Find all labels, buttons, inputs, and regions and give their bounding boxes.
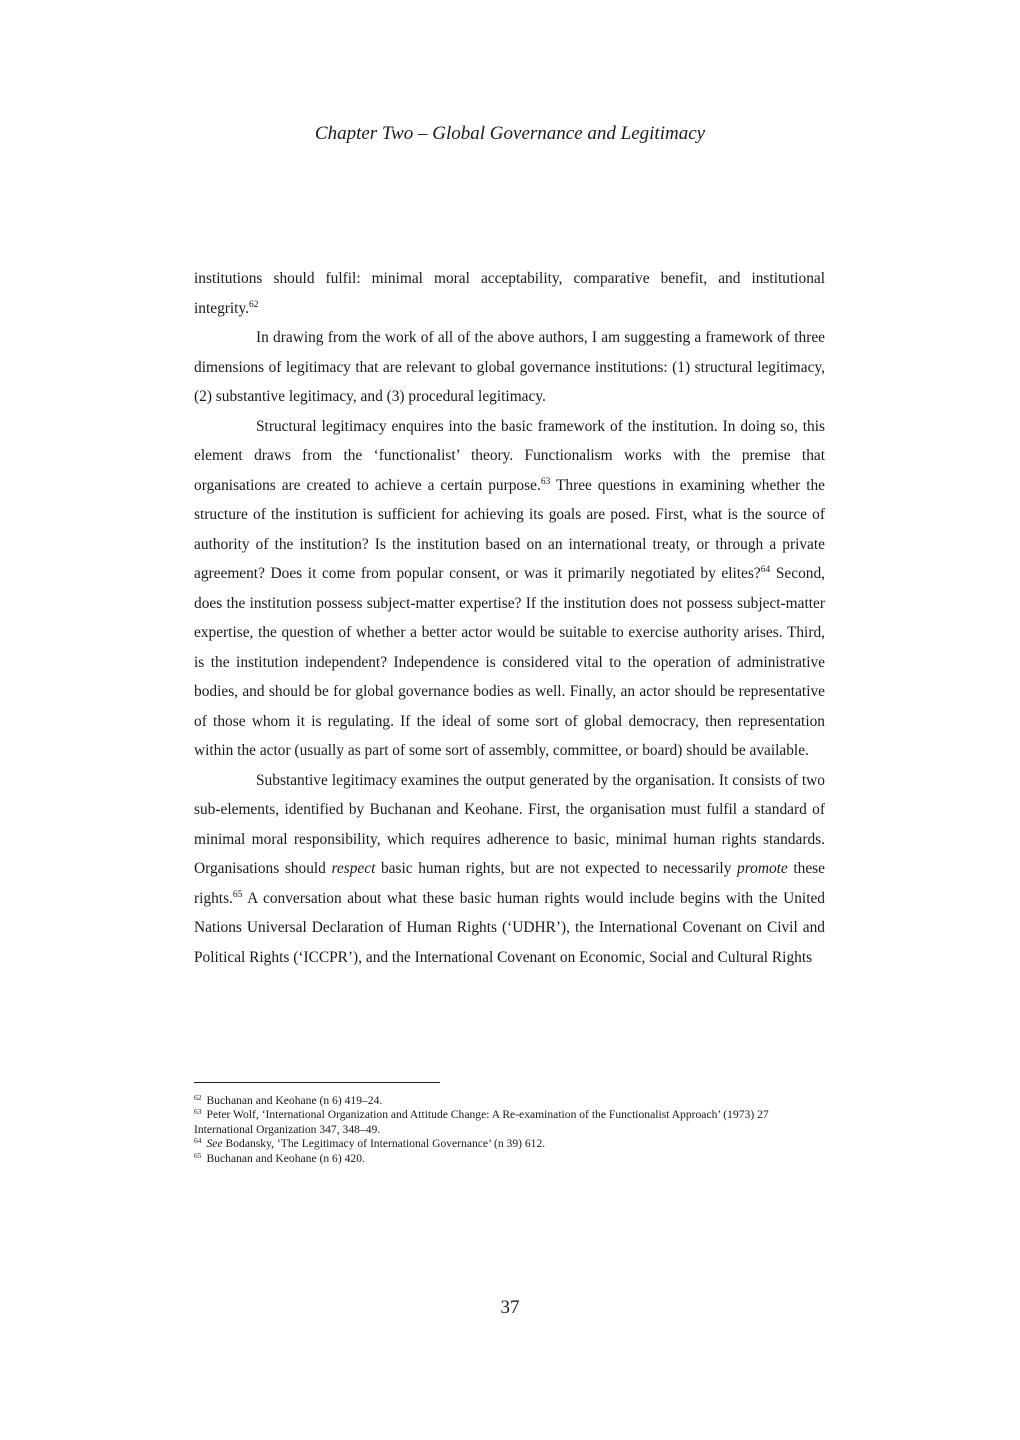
text-run: Second, does the institution possess subject-matter expertise? If the institution does not possess subject-matter expertise, the question of whether a better actor would be suitable to exercise authority arises. Third, is the institution independent? Independence is considered vital to the operation of administrative bodies, and should be for global governance bodies as well. Finally, an actor should be representative of those whom it is regulating. If the ideal of some sort of global democracy, then representation within the actor (usually as part of some sort of assembly, committee, or board) should be available. (194, 565, 825, 759)
footnote-number: 65 (194, 1150, 202, 1160)
footnote-ref: 62 (249, 299, 259, 310)
footnote-ref: 63 (540, 476, 551, 487)
text-run: basic human rights, but are not expected to necessarily (375, 860, 738, 877)
emphasis-text: respect (331, 860, 376, 877)
text-run: Substantive legitimacy examines the output generated by the organisation. It consists of two sub-elements, identified by Buchanan and Keohane. First, the organisation must fulfil a standard of minimal moral responsibility, which requires adherence to basic, minimal human rights standards. Organisations should (194, 771, 825, 877)
footnote-separator (194, 1082, 440, 1083)
text-run: these rights. (194, 860, 825, 907)
text-run: In drawing from the work of all of the above authors, I am suggesting a framework of three dimensions of legitimacy that are relevant to global governance institutions: (1) structural legitimacy, (2) substantive legitimacy, and (3) procedural legitimacy. (194, 329, 825, 405)
footnote-number: 62 (194, 1093, 202, 1102)
text-run: A conversation about what these basic human rights would include begins with the United Nations Universal Declaration of Human Rights (‘UDHR’), the International Covenant on Civil and Political Rights (‘ICCPR’), and the International Covenant on Economic, Social and Cultural Rights (194, 889, 825, 966)
paragraph (194, 264, 825, 323)
footnote-number: 64 (194, 1136, 202, 1146)
paragraph (194, 323, 825, 412)
text-run: Buchanan and Keohane (n 6) 419–24. (206, 1094, 383, 1107)
footnotes (194, 1094, 825, 1166)
footnote-ref: 64 (760, 565, 771, 575)
footnote (194, 1137, 825, 1151)
page-number: 37 (500, 1297, 520, 1318)
text-run: Bodansky, ‘The Legitimacy of International Governance’ (n 39) 612. (222, 1137, 546, 1151)
paragraph (194, 412, 825, 766)
text-run: Buchanan and Keohane (n 6) 420. (206, 1151, 365, 1165)
emphasis-text: See (206, 1137, 223, 1151)
text-run: Three questions in examining whether the structure of the institution is sufficient for achieving its goals are posed. First, what is the source of authority of the institution? Is the institution based on an international treaty, or through a private agreement? Does it come from popular consent, or was it primarily negotiated by elites? (194, 476, 825, 582)
footnote-ref: 65 (232, 889, 243, 900)
footnote (194, 1108, 825, 1137)
text-run: institutions should fulfil: minimal moral acceptability, comparative benefit, and institutional integrity. (194, 270, 825, 317)
text-run: Peter Wolf, ‘International Organization and Attitude Change: A Re-examination of the Functionalist Approach’ (1973) 27 International Organization 347, 348–49. (194, 1108, 769, 1136)
emphasis-text: promote (737, 860, 788, 877)
footnote (194, 1094, 825, 1108)
running-head: Chapter Two – Global Governance and Legitimacy (314, 123, 706, 144)
body-text (194, 264, 825, 972)
footnote (194, 1152, 825, 1166)
footnote-number: 63 (194, 1107, 202, 1117)
text-run: Structural legitimacy enquires into the basic framework of the institution. In doing so, this element draws from the ‘functionalist’ theory. Functionalism works with the premise that organisations are created to achieve a certain purpose. (194, 417, 825, 494)
paragraph (194, 766, 825, 973)
